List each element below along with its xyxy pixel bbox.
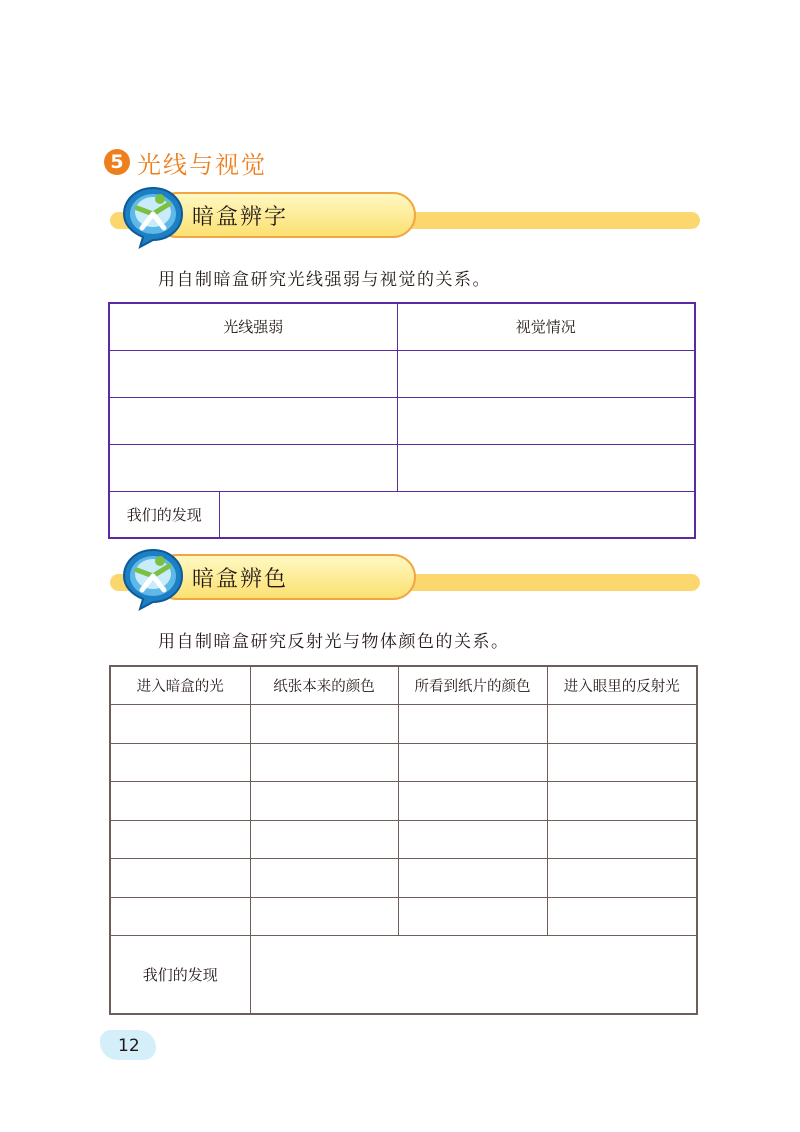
person-badge-icon <box>120 546 186 612</box>
table-cell[interactable] <box>547 820 697 859</box>
reflected-light-table <box>109 665 698 1015</box>
banner-title: 暗盒辨色 <box>192 567 289 592</box>
finding-row <box>110 936 697 1014</box>
header-reflected-light: 进入眼里的反射光 <box>547 666 697 705</box>
section1-intro: 用自制暗盒研究光线强弱与视觉的关系。 <box>158 270 491 290</box>
banner-title: 暗盒辨字 <box>192 205 289 230</box>
table-cell[interactable] <box>109 444 397 491</box>
table-cell[interactable] <box>110 705 250 744</box>
table-cell[interactable] <box>398 782 547 821</box>
table-cell[interactable] <box>250 859 398 898</box>
table-row <box>110 782 697 821</box>
header-light-strength: 光线强弱 <box>109 303 397 350</box>
table-cell[interactable] <box>110 820 250 859</box>
section-banner-1 <box>110 190 700 254</box>
finding-label: 我们的发现 <box>110 936 250 1014</box>
table-cell[interactable] <box>547 705 697 744</box>
table-cell[interactable] <box>398 705 547 744</box>
table-row <box>110 743 697 782</box>
table-cell[interactable] <box>110 782 250 821</box>
table-cell[interactable] <box>398 743 547 782</box>
header-incoming-light: 进入暗盒的光 <box>110 666 250 705</box>
table-row <box>109 444 695 491</box>
table-row <box>110 897 697 936</box>
table-cell[interactable] <box>110 859 250 898</box>
table-cell[interactable] <box>547 782 697 821</box>
finding-cell[interactable] <box>219 491 695 538</box>
header-paper-color: 纸张本来的颜色 <box>250 666 398 705</box>
table-cell[interactable] <box>250 705 398 744</box>
finding-cell[interactable] <box>250 936 697 1014</box>
header-vision: 视觉情况 <box>397 303 695 350</box>
table-cell[interactable] <box>547 743 697 782</box>
table-cell[interactable] <box>398 897 547 936</box>
section2-intro: 用自制暗盒研究反射光与物体颜色的关系。 <box>158 632 510 652</box>
header-seen-color: 所看到纸片的颜色 <box>398 666 547 705</box>
table-header-row <box>110 666 697 705</box>
table-cell[interactable] <box>547 859 697 898</box>
table-cell[interactable] <box>110 743 250 782</box>
page-number: 12 <box>118 1036 140 1056</box>
table-cell[interactable] <box>397 444 695 491</box>
light-vision-table <box>108 302 696 539</box>
table-cell[interactable] <box>397 397 695 444</box>
section-banner-2 <box>110 552 700 616</box>
person-badge-icon <box>120 184 186 250</box>
table-header-row <box>109 303 695 350</box>
table-row <box>109 350 695 397</box>
table-cell[interactable] <box>250 897 398 936</box>
table-cell[interactable] <box>547 897 697 936</box>
table-row <box>110 705 697 744</box>
lesson-number-badge: 5 <box>104 149 130 175</box>
table-row <box>110 859 697 898</box>
table-cell[interactable] <box>398 859 547 898</box>
table-cell[interactable] <box>397 350 695 397</box>
finding-row <box>109 491 695 538</box>
table-cell[interactable] <box>110 897 250 936</box>
table-cell[interactable] <box>250 743 398 782</box>
table-row <box>110 820 697 859</box>
table-cell[interactable] <box>250 820 398 859</box>
table-row <box>109 397 695 444</box>
lesson-title: 光线与视觉 <box>137 151 267 179</box>
table-cell[interactable] <box>109 350 397 397</box>
table-cell[interactable] <box>109 397 397 444</box>
table-cell[interactable] <box>250 782 398 821</box>
finding-label: 我们的发现 <box>109 491 219 538</box>
table-cell[interactable] <box>398 820 547 859</box>
